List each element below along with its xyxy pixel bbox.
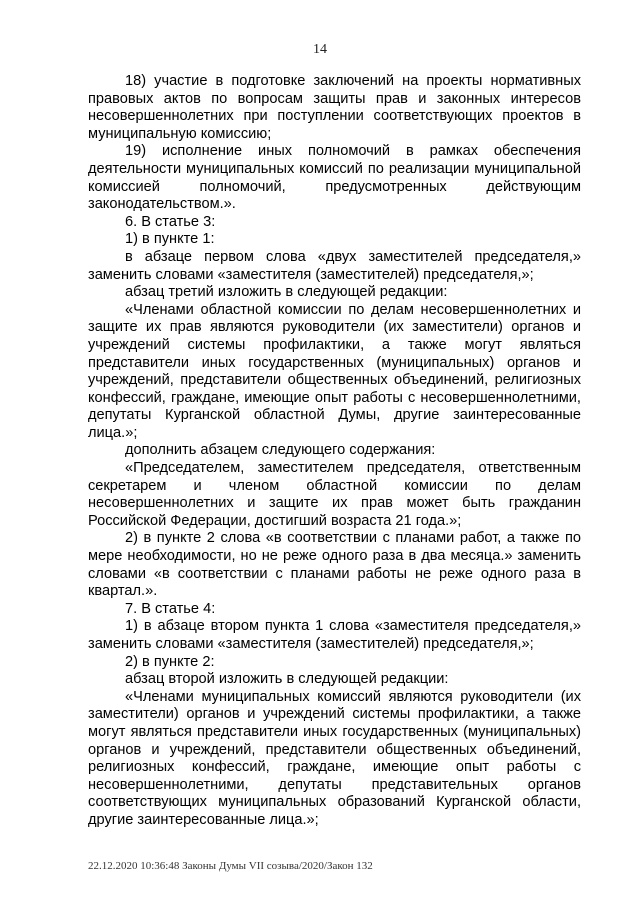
paragraph-article-4-heading: 7. В статье 4: — [125, 600, 216, 617]
paragraph-chairman-requirements: «Председателем, заместителем председателя, ответственным секретарем и членом областной комиссии по делам несовершеннолетних и защите их прав может быть гражданин Российской Федерации, достигший возраста 21 года.»; — [88, 460, 581, 529]
document-footer: 22.12.2020 10:36:48 Законы Думы VII созыва/2020/Закон 132 — [88, 860, 373, 872]
paragraph-item-19: 19) исполнение иных полномочий в рамках обеспечения деятельности муниципальных комиссий по реализации муниципальной комиссией полномочий, предусмотренных действующим законодательством.». — [88, 143, 581, 213]
paragraph-regional-commission-members: «Членами областной комиссии по делам несовершеннолетних и защите их прав являются руководители (их заместители) органов и учреждений системы профилактики, а также могут являться представители иных государственных (муниципальных) органов и учреждений, представители общественных объединений, религиозных конфессий, граждане, имеющие опыт работы с несовершеннолетними, депутаты Курганской областной Думы, другие заинтересованные лица.»; — [88, 301, 581, 441]
paragraph-article-3-point-1: 1) в пункте 1: — [125, 231, 215, 248]
paragraph-second-abzac-intro: абзац второй изложить в следующей редакции: — [125, 671, 449, 688]
paragraph-article-4-point-1: 1) в абзаце втором пункта 1 слова «заместителя председателя,» заменить словами «заместителя (заместителей) председателя,»; — [88, 618, 581, 652]
paragraph-article-3-heading: 6. В статье 3: — [125, 213, 216, 230]
paragraph-add-abzac-intro: дополнить абзацем следующего содержания: — [125, 442, 436, 459]
paragraph-first-abzac-change: в абзаце первом слова «двух заместителей председателя,» заменить словами «заместителя (заместителей) председателя,»; — [88, 248, 581, 283]
document-body — [88, 73, 581, 830]
paragraph-article-4-point-2: 2) в пункте 2: — [125, 653, 215, 670]
paragraph-municipal-commission-members: «Членами муниципальных комиссий являются руководители (их заместители) органов и учреждений системы профилактики, а также могут являться представители иных государственных (муниципальных) органов и учреждений, представители общественных объединений, религиозных конфессий, граждане, имеющие опыт работы с несовершеннолетними, депутаты представительных органов соответствующих муниципальных образований Курганской области, другие заинтересованные лица.»; — [88, 688, 581, 828]
paragraph-item-18: 18) участие в подготовке заключений на проекты нормативных правовых актов по вопросам защиты прав и законных интересов несовершеннолетних при поступлении соответствующих проектов в муниципальную комиссию; — [88, 73, 581, 142]
paragraph-third-abzac-intro: абзац третий изложить в следующей редакции: — [125, 284, 448, 301]
paragraph-article-3-point-2: 2) в пункте 2 слова «в соответствии с планами работ, а также по мере необходимости, но не реже одного раза в два месяца.» заменить словами «в соответствии с планами работы не реже одного раза в квартал.». — [88, 530, 581, 600]
page-number: 14 — [313, 42, 327, 57]
